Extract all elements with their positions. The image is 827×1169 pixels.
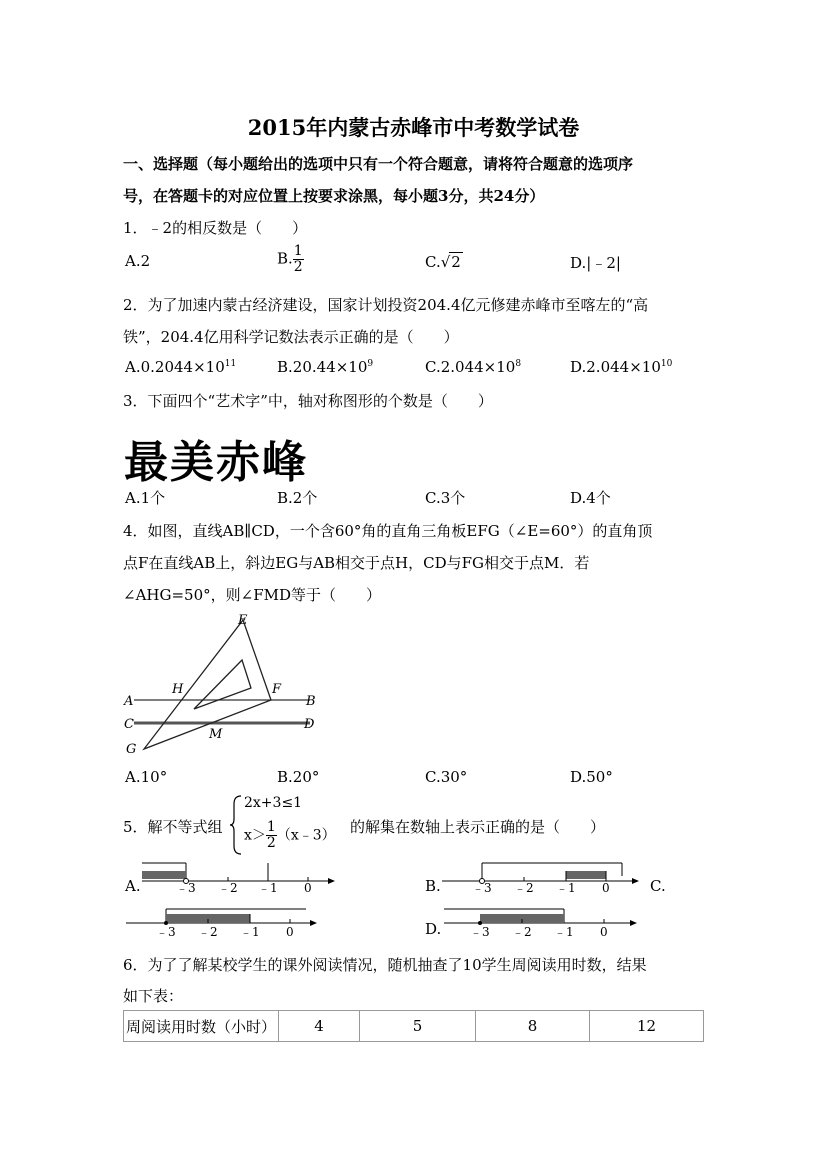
q2-a-exponent: 11 [224, 359, 237, 369]
q2-d-base: D.2.044×10 [570, 358, 661, 376]
q1-option-c-prefix: C. [425, 253, 441, 271]
label-e: E [238, 613, 248, 628]
q6-stem-line2: 如下表： [123, 987, 184, 1005]
label-b: B [306, 694, 316, 709]
q5-inequality-2 [244, 820, 336, 851]
q2-stem-line2: 铁”，204.4亿用科学记数法表示正确的是（ ） [123, 328, 459, 346]
tick-label: ﹣3 [472, 881, 492, 894]
q5-ineq2-right: （x﹣3） [276, 827, 336, 844]
tick-label: ﹣2 [514, 881, 534, 894]
q1-option-b [277, 244, 304, 275]
label-a: A [124, 694, 134, 709]
q5-number-line-d [440, 905, 645, 941]
q1-option-b-prefix: B. [277, 249, 293, 268]
label-h: H [172, 682, 184, 697]
q2-option-d [570, 358, 672, 376]
q5-inequality-1: 2x+3≤1 [244, 795, 303, 811]
tick-label: ﹣3 [176, 881, 196, 894]
arrow-right-icon [328, 878, 335, 884]
q4-stem-line2: 点F在直线AB上，斜边EG与AB相交于点H，CD与FG相交于点M．若 [123, 554, 590, 572]
q5-number-line-c [122, 905, 322, 941]
triangle-efg-outer [144, 620, 271, 749]
q2-b-exponent: 9 [367, 359, 374, 369]
q5-prefix: 5．解不等式组 [123, 818, 223, 836]
q4-geometry-figure [118, 610, 328, 760]
q1-option-c [425, 252, 463, 271]
q4-option-c: C.30° [425, 768, 468, 786]
q2-b-base: B.20.44×10 [277, 358, 368, 376]
tick-label: 0 [286, 925, 294, 939]
arrow-right-icon [310, 920, 317, 926]
tick-label: ﹣3 [156, 925, 176, 939]
q5-option-d-label: D. [425, 920, 442, 938]
arrow-right-icon [632, 878, 639, 884]
left-brace-icon [229, 794, 243, 856]
q3-option-d: D.4个 [570, 489, 611, 507]
table-cell: 5 [360, 1011, 476, 1042]
table-cell: 12 [590, 1011, 704, 1042]
q1-b-denominator: 2 [293, 259, 303, 275]
tick-label: 0 [600, 925, 608, 939]
sqrt-icon: √ [440, 253, 451, 271]
table-row [124, 1011, 704, 1042]
q5-option-a-label: A. [125, 877, 141, 895]
solution-shading [566, 871, 606, 879]
tick-label: ﹣1 [258, 881, 278, 894]
q5-ineq2-denominator: 2 [266, 835, 276, 851]
q5-number-line-b [438, 858, 648, 894]
table-header-cell: 周阅读用时数（小时） [124, 1011, 279, 1042]
tick-label: 0 [304, 881, 312, 894]
q3-option-b: B.2个 [277, 489, 318, 507]
section-heading-line2: 号，在答题卡的对应位置上按要求涂黑，每小题3分，共24分） [123, 187, 545, 205]
q6-data-table [123, 1010, 704, 1042]
label-c: C [124, 717, 134, 732]
q2-option-a [125, 358, 236, 376]
q3-art-characters: 最美赤峰 [124, 437, 308, 488]
q5-option-c-label: C. [650, 877, 666, 895]
q5-option-b-label: B. [425, 877, 441, 895]
q4-option-a: A.10° [125, 768, 168, 786]
arrow-right-icon [630, 920, 637, 926]
q1-stem: 1．﹣2的相反数是（ ） [123, 219, 308, 237]
q1-option-b-fraction [293, 244, 304, 275]
q3-option-a: A.1个 [125, 489, 166, 507]
label-g: G [126, 742, 137, 757]
q5-ineq2-numerator: 1 [266, 819, 276, 835]
triangle-efg-inner [194, 660, 251, 709]
q4-stem-line3: ∠AHG=50°，则∠FMD等于（ ） [123, 586, 381, 604]
q1-c-radicand: 2 [451, 253, 461, 271]
q1-option-d: D.|﹣2| [570, 254, 621, 272]
label-f: F [272, 682, 282, 697]
q2-option-c [425, 358, 521, 376]
page-title: 2015年内蒙古赤峰市中考数学试卷 [247, 115, 580, 140]
q2-c-base: C.2.044×10 [425, 358, 516, 376]
label-m: M [209, 727, 223, 742]
table-cell: 4 [279, 1011, 360, 1042]
q6-stem-line1: 6．为了了解某校学生的课外阅读情况，随机抽查了10学生周阅读用时数，结果 [123, 956, 647, 974]
solution-shading [142, 871, 186, 879]
tick-label: ﹣2 [218, 881, 238, 894]
q3-option-c: C.3个 [425, 489, 466, 507]
q2-a-base: A.0.2044×10 [125, 358, 225, 376]
tick-label: ﹣2 [198, 925, 218, 939]
q2-c-exponent: 8 [515, 359, 522, 369]
q2-stem-line1: 2．为了加速内蒙古经济建设，国家计划投资204.4亿元修建赤峰市至喀左的“高 [123, 296, 649, 314]
tick-label: 0 [602, 881, 610, 894]
q5-ineq2-left: x＞ [244, 827, 266, 844]
q4-option-d: D.50° [570, 768, 613, 786]
section-heading-line1: 一、选择题（每小题给出的选项中只有一个符合题意，请将符合题意的选项序 [123, 155, 634, 173]
q5-suffix: 的解集在数轴上表示正确的是（ ） [350, 818, 606, 836]
q4-option-b: B.20° [277, 768, 320, 786]
tick-label: ﹣2 [512, 925, 532, 939]
q1-option-a: A.2 [125, 252, 151, 270]
q2-d-exponent: 10 [660, 359, 673, 369]
q3-stem: 3．下面四个“艺术字”中，轴对称图形的个数是（ ） [123, 392, 493, 410]
label-d: D [304, 717, 315, 732]
q5-number-line-a [138, 858, 338, 894]
table-cell: 8 [476, 1011, 590, 1042]
q5-ineq2-fraction [266, 820, 277, 851]
tick-label: ﹣3 [470, 925, 490, 939]
tick-label: ﹣1 [554, 925, 574, 939]
q2-option-b [277, 358, 373, 376]
q4-stem-line1: 4．如图，直线AB∥CD，一个含60°角的直角三角板EFG（∠E=60°）的直角顶 [123, 522, 653, 540]
tick-label: ﹣1 [240, 925, 260, 939]
tick-label: ﹣1 [556, 881, 576, 894]
q1-b-numerator: 1 [293, 243, 303, 259]
